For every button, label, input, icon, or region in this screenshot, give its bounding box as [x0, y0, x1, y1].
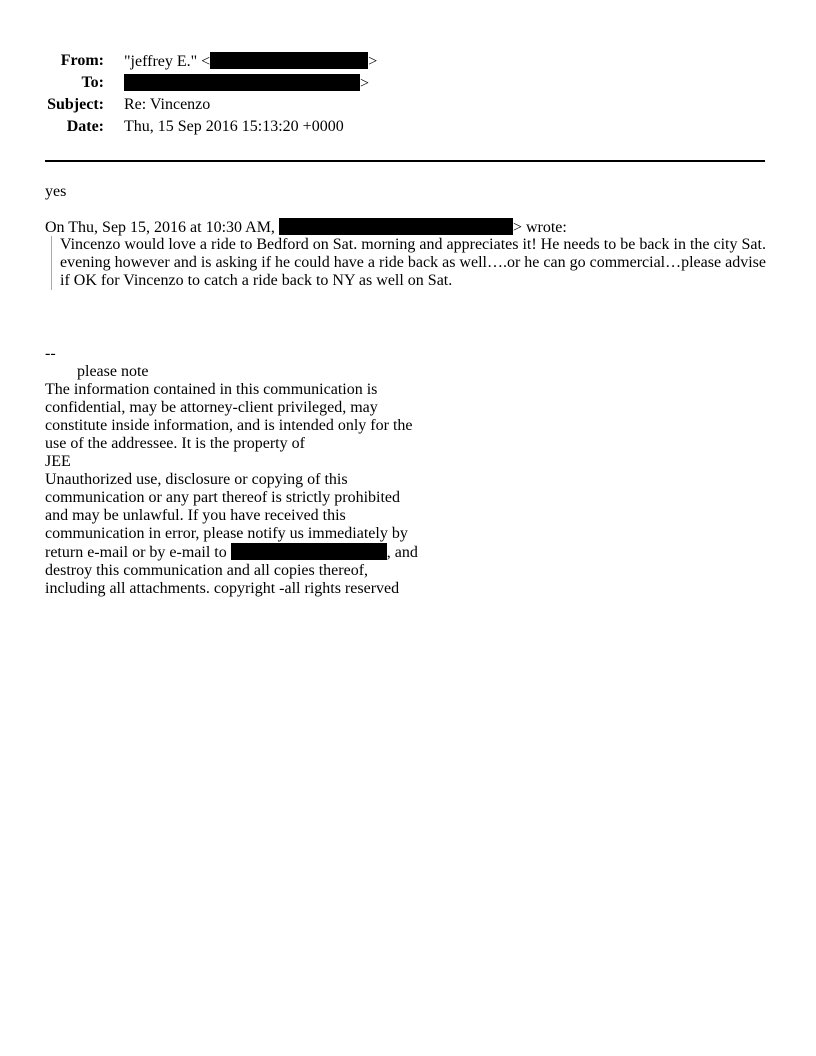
from-email-redaction: [210, 52, 368, 69]
quote-attribution: [45, 218, 770, 237]
please-note: please note: [77, 363, 149, 380]
email-header: [0, 52, 500, 140]
notice-text-before: Unauthorized use, disclosure or copying of this communication or any part thereof is strictly prohibited and may be unlawful. If you have received this communication in error, please notify us immediately by return e-mail or by e-mail to: [45, 471, 408, 561]
from-close-bracket: >: [368, 53, 378, 70]
property-owner: JEE: [45, 453, 71, 470]
subject-label: Subject:: [47, 96, 104, 113]
quoted-message: Vincenzo would love a ride to Bedford on Sat. morning and appreciates it! He needs to be back in the city Sat. evening however and is asking if he could have a ride back as well….or he can go commercial…please advise if OK for Vincenzo to catch a ride back to NY as well on Sat.: [51, 236, 778, 290]
signature-block: [45, 345, 425, 598]
attribution-prefix: On Thu, Sep 15, 2016 at 10:30 AM,: [45, 219, 279, 236]
sender-redaction: [279, 218, 513, 235]
contact-email-redaction: [231, 543, 387, 560]
signature-separator: --: [45, 345, 56, 362]
from-value: [124, 52, 377, 71]
to-label: To:: [81, 74, 104, 91]
to-close-bracket: >: [360, 75, 370, 92]
unauthorized-use-notice: [45, 471, 425, 598]
subject-value: Re: Vincenzo: [124, 96, 211, 113]
to-redaction: [124, 74, 360, 91]
from-label: From:: [60, 52, 104, 69]
date-value: Thu, 15 Sep 2016 15:13:20 +0000: [124, 118, 344, 135]
subject-row: [0, 96, 500, 118]
from-row: [0, 52, 500, 74]
attribution-suffix: > wrote:: [512, 219, 567, 236]
to-row: [0, 74, 500, 96]
date-label: Date:: [66, 118, 104, 135]
to-value: [124, 74, 369, 93]
date-row: [0, 118, 500, 140]
reply-text: yes: [45, 183, 67, 200]
from-name: "jeffrey E." <: [124, 53, 211, 70]
confidentiality-notice: The information contained in this communication is confidential, may be attorney-client privileged, may constitute inside information, and is intended only for the use of the addressee. It is the property of: [45, 381, 413, 452]
notice-text-after: , and destroy this communication and all copies thereof, including all attachments. copyright -all rights reserved: [45, 544, 418, 597]
header-divider: [45, 160, 765, 162]
